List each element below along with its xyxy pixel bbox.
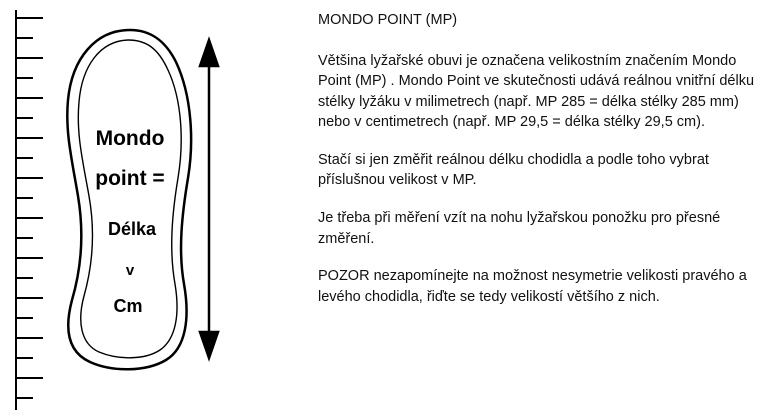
- paragraph-measure: Stačí si jen změřit reálnou délku chodidla a podle toho vybrat příslušnou velikost v MP.: [318, 151, 709, 189]
- insole-label-line2: point =: [95, 167, 165, 190]
- paragraph-definition: Většina lyžařské obuvi je označena velikostním značením Mondo Point (MP) . Mondo Point ve skutečnosti udává reálnou vnitřní délku stélky lyžáku v milimetrech (např. MP 285 = délka stélky 285 mm) nebo v centimetrech (např. MP 29,5 = délka stélky 29,5 cm).: [318, 52, 755, 131]
- length-measure-arrow: [200, 40, 218, 358]
- insole-label-line5: Cm: [113, 296, 143, 316]
- insole-illustration: [0, 0, 300, 417]
- insole-label-line1: Mondo: [95, 127, 165, 150]
- insole-label-line3: Délka: [107, 219, 157, 239]
- paragraph-warning: POZOR nezapomínejte na možnost nesymetrie velikosti pravého a levého chodidla, řiďte se tedy velikostí většího z nich.: [318, 268, 747, 305]
- measuring-scale-ruler: [16, 10, 43, 410]
- insole-label-line4: v: [125, 262, 135, 279]
- paragraph-sock: Je třeba při měření vzít na nohu lyžařskou ponožku pro přesné změření.: [318, 210, 721, 247]
- panel-heading: MONDO POINT (MP): [318, 12, 458, 28]
- description-panel: [318, 0, 758, 417]
